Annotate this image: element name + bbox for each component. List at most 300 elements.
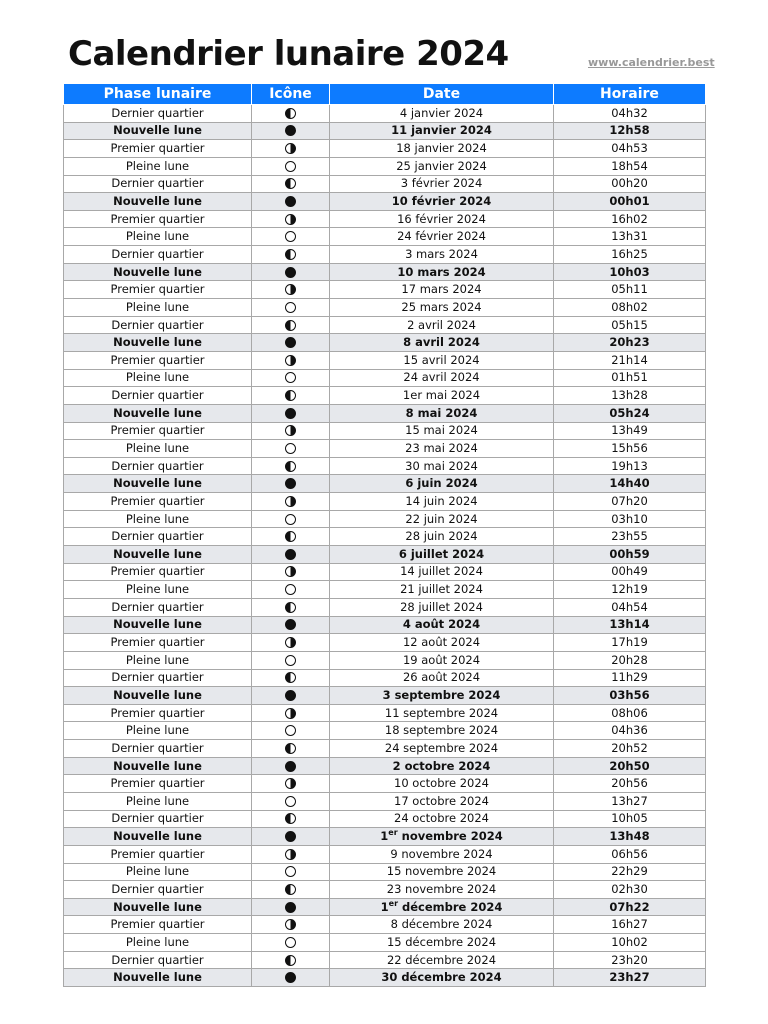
last-quarter-moon-icon [285,108,296,119]
icon-cell [252,316,330,334]
last-quarter-moon-icon [285,390,296,401]
phase-cell: Dernier quartier [64,457,252,475]
phase-cell: Pleine lune [64,440,252,458]
table-row [64,175,706,193]
date-cell: 15 avril 2024 [330,351,554,369]
date-ordinal: er [388,898,399,908]
time-cell: 20h28 [554,651,706,669]
table-row [64,969,706,987]
table-row [64,281,706,299]
time-cell: 14h40 [554,475,706,493]
phase-cell: Premier quartier [64,916,252,934]
icon-cell [252,157,330,175]
phase-cell: Dernier quartier [64,387,252,405]
table-row [64,440,706,458]
icon-cell [252,687,330,705]
date-cell: 8 avril 2024 [330,334,554,352]
new-moon-icon [285,761,296,772]
icon-cell [252,422,330,440]
time-cell: 22h29 [554,863,706,881]
time-cell: 18h54 [554,157,706,175]
phase-cell: Pleine lune [64,299,252,317]
icon-cell [252,351,330,369]
time-cell: 04h32 [554,105,706,123]
table-row [64,863,706,881]
phase-cell: Premier quartier [64,493,252,511]
icon-cell [252,934,330,952]
full-moon-icon [285,443,296,454]
date-cell: 14 juin 2024 [330,493,554,511]
icon-cell [252,704,330,722]
time-cell: 20h50 [554,757,706,775]
time-cell: 00h20 [554,175,706,193]
icon-cell [252,175,330,193]
icon-cell [252,740,330,758]
date-cell: 3 février 2024 [330,175,554,193]
icon-cell [252,493,330,511]
icon-cell [252,387,330,405]
icon-cell [252,651,330,669]
phase-cell: Premier quartier [64,775,252,793]
phase-cell: Nouvelle lune [64,969,252,987]
time-cell: 10h05 [554,810,706,828]
date-cell: 10 février 2024 [330,193,554,211]
icon-cell [252,369,330,387]
date-cell: 8 décembre 2024 [330,916,554,934]
date-cell: 28 juin 2024 [330,528,554,546]
first-quarter-moon-icon [285,355,296,366]
last-quarter-moon-icon [285,320,296,331]
column-header-phase: Phase lunaire [64,84,252,105]
date-cell: 19 août 2024 [330,651,554,669]
table-row [64,228,706,246]
phase-cell: Pleine lune [64,863,252,881]
icon-cell [252,563,330,581]
new-moon-icon [285,408,296,419]
last-quarter-moon-icon [285,602,296,613]
icon-cell [252,105,330,123]
date-cell: 12 août 2024 [330,634,554,652]
last-quarter-moon-icon [285,884,296,895]
icon-cell [252,404,330,422]
icon-cell [252,228,330,246]
icon-cell [252,122,330,140]
full-moon-icon [285,161,296,172]
icon-cell [252,951,330,969]
date-cell: 18 septembre 2024 [330,722,554,740]
date-cell: 3 septembre 2024 [330,687,554,705]
column-header-time: Horaire [554,84,706,105]
table-row [64,951,706,969]
phase-cell: Nouvelle lune [64,757,252,775]
date-cell: 4 janvier 2024 [330,105,554,123]
phase-cell: Dernier quartier [64,175,252,193]
column-header-date: Date [330,84,554,105]
time-cell: 05h15 [554,316,706,334]
phase-cell: Dernier quartier [64,528,252,546]
phase-cell: Premier quartier [64,281,252,299]
icon-cell [252,828,330,846]
phase-cell: Nouvelle lune [64,546,252,564]
time-cell: 05h24 [554,404,706,422]
time-cell: 08h06 [554,704,706,722]
time-cell: 03h10 [554,510,706,528]
phase-cell: Dernier quartier [64,810,252,828]
table-row [64,210,706,228]
table-row [64,598,706,616]
new-moon-icon [285,337,296,348]
phase-cell: Premier quartier [64,422,252,440]
phase-cell: Dernier quartier [64,598,252,616]
icon-cell [252,281,330,299]
icon-cell [252,845,330,863]
table-row [64,316,706,334]
date-day: 1 [380,829,389,844]
new-moon-icon [285,196,296,207]
phase-cell: Pleine lune [64,792,252,810]
date-cell: 17 mars 2024 [330,281,554,299]
table-row [64,740,706,758]
phase-cell: Nouvelle lune [64,263,252,281]
full-moon-icon [285,514,296,525]
phase-cell: Dernier quartier [64,881,252,899]
full-moon-icon [285,655,296,666]
page-title: Calendrier lunaire 2024 [68,34,509,74]
table-row [64,881,706,899]
full-moon-icon [285,231,296,242]
date-cell [330,898,554,916]
table-row [64,493,706,511]
icon-cell [252,775,330,793]
new-moon-icon [285,478,296,489]
date-cell: 21 juillet 2024 [330,581,554,599]
new-moon-icon [285,972,296,983]
icon-cell [252,969,330,987]
time-cell: 16h27 [554,916,706,934]
date-cell: 1er mai 2024 [330,387,554,405]
first-quarter-moon-icon [285,214,296,225]
table-row [64,898,706,916]
date-cell: 15 mai 2024 [330,422,554,440]
full-moon-icon [285,866,296,877]
time-cell: 10h03 [554,263,706,281]
table-row [64,387,706,405]
date-cell: 23 mai 2024 [330,440,554,458]
phase-cell: Pleine lune [64,651,252,669]
full-moon-icon [285,937,296,948]
last-quarter-moon-icon [285,672,296,683]
time-cell: 06h56 [554,845,706,863]
time-cell: 00h49 [554,563,706,581]
phase-cell: Premier quartier [64,563,252,581]
time-cell: 12h19 [554,581,706,599]
table-row [64,122,706,140]
time-cell: 01h51 [554,369,706,387]
table-row [64,457,706,475]
full-moon-icon [285,796,296,807]
icon-cell [252,457,330,475]
phase-cell: Nouvelle lune [64,828,252,846]
table-row [64,916,706,934]
date-cell: 14 juillet 2024 [330,563,554,581]
icon-cell [252,510,330,528]
date-cell: 11 janvier 2024 [330,122,554,140]
icon-cell [252,916,330,934]
time-cell: 20h23 [554,334,706,352]
time-cell: 05h11 [554,281,706,299]
date-cell: 15 novembre 2024 [330,863,554,881]
time-cell: 00h59 [554,546,706,564]
first-quarter-moon-icon [285,284,296,295]
time-cell: 13h49 [554,422,706,440]
date-cell: 25 janvier 2024 [330,157,554,175]
table-row [64,934,706,952]
phase-cell: Nouvelle lune [64,122,252,140]
table-row [64,828,706,846]
table-row [64,669,706,687]
last-quarter-moon-icon [285,743,296,754]
table-row [64,246,706,264]
date-cell: 22 juin 2024 [330,510,554,528]
date-cell: 24 septembre 2024 [330,740,554,758]
time-cell: 13h28 [554,387,706,405]
last-quarter-moon-icon [285,178,296,189]
phase-cell: Pleine lune [64,369,252,387]
time-cell: 04h36 [554,722,706,740]
phase-cell: Premier quartier [64,845,252,863]
phase-cell: Pleine lune [64,157,252,175]
new-moon-icon [285,125,296,136]
time-cell: 23h20 [554,951,706,969]
table-row [64,722,706,740]
table-row [64,775,706,793]
full-moon-icon [285,372,296,383]
table-row [64,404,706,422]
first-quarter-moon-icon [285,496,296,507]
last-quarter-moon-icon [285,955,296,966]
icon-cell [252,210,330,228]
first-quarter-moon-icon [285,425,296,436]
new-moon-icon [285,267,296,278]
phase-cell: Nouvelle lune [64,898,252,916]
table-row [64,157,706,175]
icon-cell [252,669,330,687]
table-row [64,634,706,652]
table-row [64,351,706,369]
time-cell: 07h22 [554,898,706,916]
full-moon-icon [285,584,296,595]
table-row [64,845,706,863]
time-cell: 11h29 [554,669,706,687]
time-cell: 21h14 [554,351,706,369]
icon-cell [252,881,330,899]
date-cell: 24 octobre 2024 [330,810,554,828]
time-cell: 17h19 [554,634,706,652]
icon-cell [252,246,330,264]
date-cell: 22 décembre 2024 [330,951,554,969]
full-moon-icon [285,302,296,313]
icon-cell [252,792,330,810]
table-row [64,263,706,281]
date-cell: 26 août 2024 [330,669,554,687]
icon-cell [252,334,330,352]
icon-cell [252,263,330,281]
time-cell: 16h02 [554,210,706,228]
new-moon-icon [285,549,296,560]
table-row [64,334,706,352]
time-cell: 13h27 [554,792,706,810]
date-ordinal: er [388,828,398,838]
date-cell: 28 juillet 2024 [330,598,554,616]
date-cell: 2 octobre 2024 [330,757,554,775]
date-cell: 10 octobre 2024 [330,775,554,793]
icon-cell [252,440,330,458]
icon-cell [252,140,330,158]
table-row [64,140,706,158]
date-rest: novembre 2024 [397,829,503,844]
new-moon-icon [285,690,296,701]
date-cell: 30 mai 2024 [330,457,554,475]
phase-cell: Pleine lune [64,510,252,528]
icon-cell [252,863,330,881]
phase-cell: Dernier quartier [64,740,252,758]
time-cell: 15h56 [554,440,706,458]
date-cell: 23 novembre 2024 [330,881,554,899]
date-cell: 11 septembre 2024 [330,704,554,722]
time-cell: 16h25 [554,246,706,264]
full-moon-icon [285,725,296,736]
date-cell: 16 février 2024 [330,210,554,228]
first-quarter-moon-icon [285,143,296,154]
icon-cell [252,898,330,916]
phase-cell: Dernier quartier [64,105,252,123]
date-day: 1 [380,899,389,914]
date-cell: 30 décembre 2024 [330,969,554,987]
icon-cell [252,722,330,740]
phase-cell: Premier quartier [64,704,252,722]
table-row [64,299,706,317]
time-cell: 10h02 [554,934,706,952]
table-row [64,810,706,828]
date-cell: 10 mars 2024 [330,263,554,281]
date-cell: 3 mars 2024 [330,246,554,264]
website-link[interactable]: www.calendrier.best [588,56,715,69]
date-cell: 25 mars 2024 [330,299,554,317]
table-row [64,563,706,581]
table-row [64,193,706,211]
first-quarter-moon-icon [285,708,296,719]
table-header-row [64,84,706,105]
phase-cell: Dernier quartier [64,951,252,969]
phase-cell: Pleine lune [64,228,252,246]
time-cell: 23h27 [554,969,706,987]
date-cell: 15 décembre 2024 [330,934,554,952]
table-row [64,616,706,634]
date-cell: 17 octobre 2024 [330,792,554,810]
phase-cell: Nouvelle lune [64,404,252,422]
table-row [64,651,706,669]
last-quarter-moon-icon [285,813,296,824]
date-cell: 6 juillet 2024 [330,546,554,564]
time-cell: 23h55 [554,528,706,546]
phase-cell: Nouvelle lune [64,193,252,211]
table-row [64,757,706,775]
time-cell: 02h30 [554,881,706,899]
column-header-icon: Icône [252,84,330,105]
time-cell: 20h52 [554,740,706,758]
first-quarter-moon-icon [285,778,296,789]
date-cell: 9 novembre 2024 [330,845,554,863]
new-moon-icon [285,902,296,913]
phase-cell: Pleine lune [64,934,252,952]
table-row [64,475,706,493]
time-cell: 13h48 [554,828,706,846]
phase-cell: Nouvelle lune [64,616,252,634]
first-quarter-moon-icon [285,566,296,577]
phase-cell: Premier quartier [64,140,252,158]
icon-cell [252,598,330,616]
table-row [64,369,706,387]
phase-cell: Premier quartier [64,351,252,369]
lunar-calendar-table [63,83,706,987]
time-cell: 12h58 [554,122,706,140]
time-cell: 00h01 [554,193,706,211]
table-row [64,105,706,123]
date-cell: 8 mai 2024 [330,404,554,422]
date-cell [330,828,554,846]
phase-cell: Dernier quartier [64,316,252,334]
icon-cell [252,475,330,493]
icon-cell [252,528,330,546]
time-cell: 08h02 [554,299,706,317]
date-cell: 4 août 2024 [330,616,554,634]
table-row [64,687,706,705]
date-cell: 24 février 2024 [330,228,554,246]
time-cell: 04h54 [554,598,706,616]
date-cell: 2 avril 2024 [330,316,554,334]
icon-cell [252,299,330,317]
table-row [64,792,706,810]
phase-cell: Premier quartier [64,210,252,228]
phase-cell: Nouvelle lune [64,687,252,705]
first-quarter-moon-icon [285,919,296,930]
time-cell: 04h53 [554,140,706,158]
last-quarter-moon-icon [285,461,296,472]
phase-cell: Premier quartier [64,634,252,652]
last-quarter-moon-icon [285,249,296,260]
time-cell: 20h56 [554,775,706,793]
table-row [64,528,706,546]
time-cell: 19h13 [554,457,706,475]
date-cell: 18 janvier 2024 [330,140,554,158]
last-quarter-moon-icon [285,531,296,542]
phase-cell: Pleine lune [64,581,252,599]
first-quarter-moon-icon [285,849,296,860]
table-row [64,704,706,722]
phase-cell: Dernier quartier [64,246,252,264]
phase-cell: Dernier quartier [64,669,252,687]
icon-cell [252,193,330,211]
icon-cell [252,634,330,652]
new-moon-icon [285,831,296,842]
time-cell: 07h20 [554,493,706,511]
phase-cell: Nouvelle lune [64,334,252,352]
phase-cell: Pleine lune [64,722,252,740]
date-cell: 6 juin 2024 [330,475,554,493]
icon-cell [252,616,330,634]
table-row [64,581,706,599]
table-row [64,546,706,564]
